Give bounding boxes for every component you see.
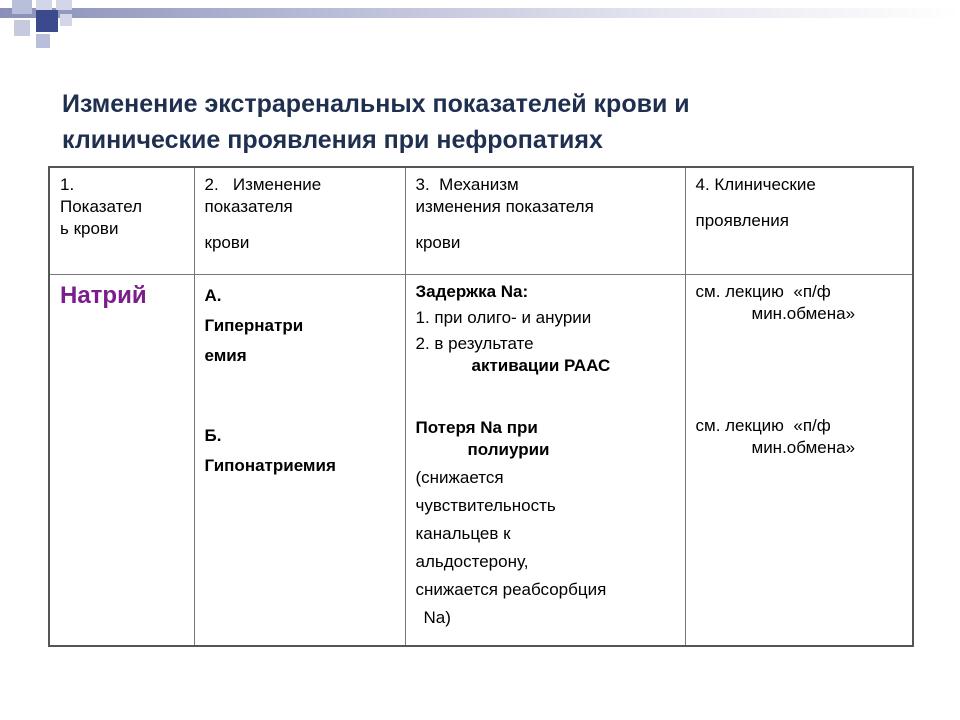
mechanism-text: альдостерону,: [415, 552, 529, 571]
header-text: 2. Изменение: [204, 175, 322, 194]
clinical-text: мин.обмена»: [751, 304, 856, 323]
indicator-cell: [49, 275, 194, 647]
slide-title: [62, 86, 922, 158]
header-text: крови: [415, 233, 461, 252]
mechanism-title: полиурии: [467, 440, 550, 459]
mechanism-text: активации РААС: [471, 356, 611, 375]
change-a: [205, 281, 395, 371]
table-row: [49, 275, 913, 647]
header-text: изменения показателя: [415, 197, 594, 216]
mechanism-text: снижается реабсорбция: [415, 580, 607, 599]
header-cell-mechanism: [405, 167, 685, 275]
title-line-2: клинические проявления при нефропатиях: [62, 126, 603, 154]
clinical-text: мин.обмена»: [751, 438, 856, 457]
mechanism-retention: [416, 281, 675, 377]
header-text: проявления: [695, 211, 789, 230]
decorative-square: [36, 10, 58, 32]
mechanism-cell: [405, 275, 685, 647]
decorative-square: [36, 34, 50, 48]
clinical-cell: [685, 275, 913, 647]
mechanism-title: Потеря Na при: [415, 418, 538, 437]
change-cell: [194, 275, 405, 647]
header-text: 1.: [60, 175, 75, 194]
table-header-row: [49, 167, 913, 275]
data-table: [48, 166, 914, 647]
header-cell-clinical: [685, 167, 913, 275]
mechanism-title: Задержка Na:: [415, 282, 529, 301]
header-cell-indicator: [49, 167, 194, 275]
clinical-text: см. лекцию «п/ф: [695, 416, 831, 435]
title-line-1: Изменение экстраренальных показателей крови и: [62, 90, 690, 118]
mechanism-text: Na): [423, 608, 451, 627]
decorative-square: [60, 14, 72, 26]
mechanism-text: канальцев к: [415, 524, 511, 543]
header-gradient-band: [0, 8, 960, 18]
change-a-text: Гипернатри: [204, 316, 304, 335]
clinical-note-1: [696, 281, 903, 325]
header-text: ь крови: [60, 219, 119, 238]
change-b: [205, 421, 395, 481]
decorative-square: [36, 0, 52, 10]
mechanism-text: 2. в результате: [415, 334, 534, 353]
clinical-text: см. лекцию «п/ф: [695, 282, 831, 301]
decorative-square: [14, 20, 30, 36]
header-text: Показател: [60, 197, 143, 216]
indicator-name: Натрий: [60, 282, 147, 309]
header-text: крови: [204, 233, 250, 252]
clinical-note-2: [696, 415, 903, 459]
mechanism-loss: [416, 417, 675, 629]
header-text: 3. Механизм: [415, 175, 519, 194]
mechanism-text: 1. при олиго- и анурии: [415, 308, 592, 327]
change-b-text: Гипонатриемия: [204, 456, 336, 475]
change-a-text: емия: [204, 346, 247, 365]
decorative-square: [12, 0, 32, 14]
mechanism-text: (снижается: [415, 468, 504, 487]
decorative-square: [56, 0, 72, 10]
header-cell-change: [194, 167, 405, 275]
change-b-label: Б.: [204, 426, 222, 445]
header-text: 4. Клинические: [695, 175, 816, 194]
mechanism-text: чувствительность: [415, 496, 556, 515]
change-a-label: А.: [204, 286, 222, 305]
header-text: показателя: [204, 197, 293, 216]
